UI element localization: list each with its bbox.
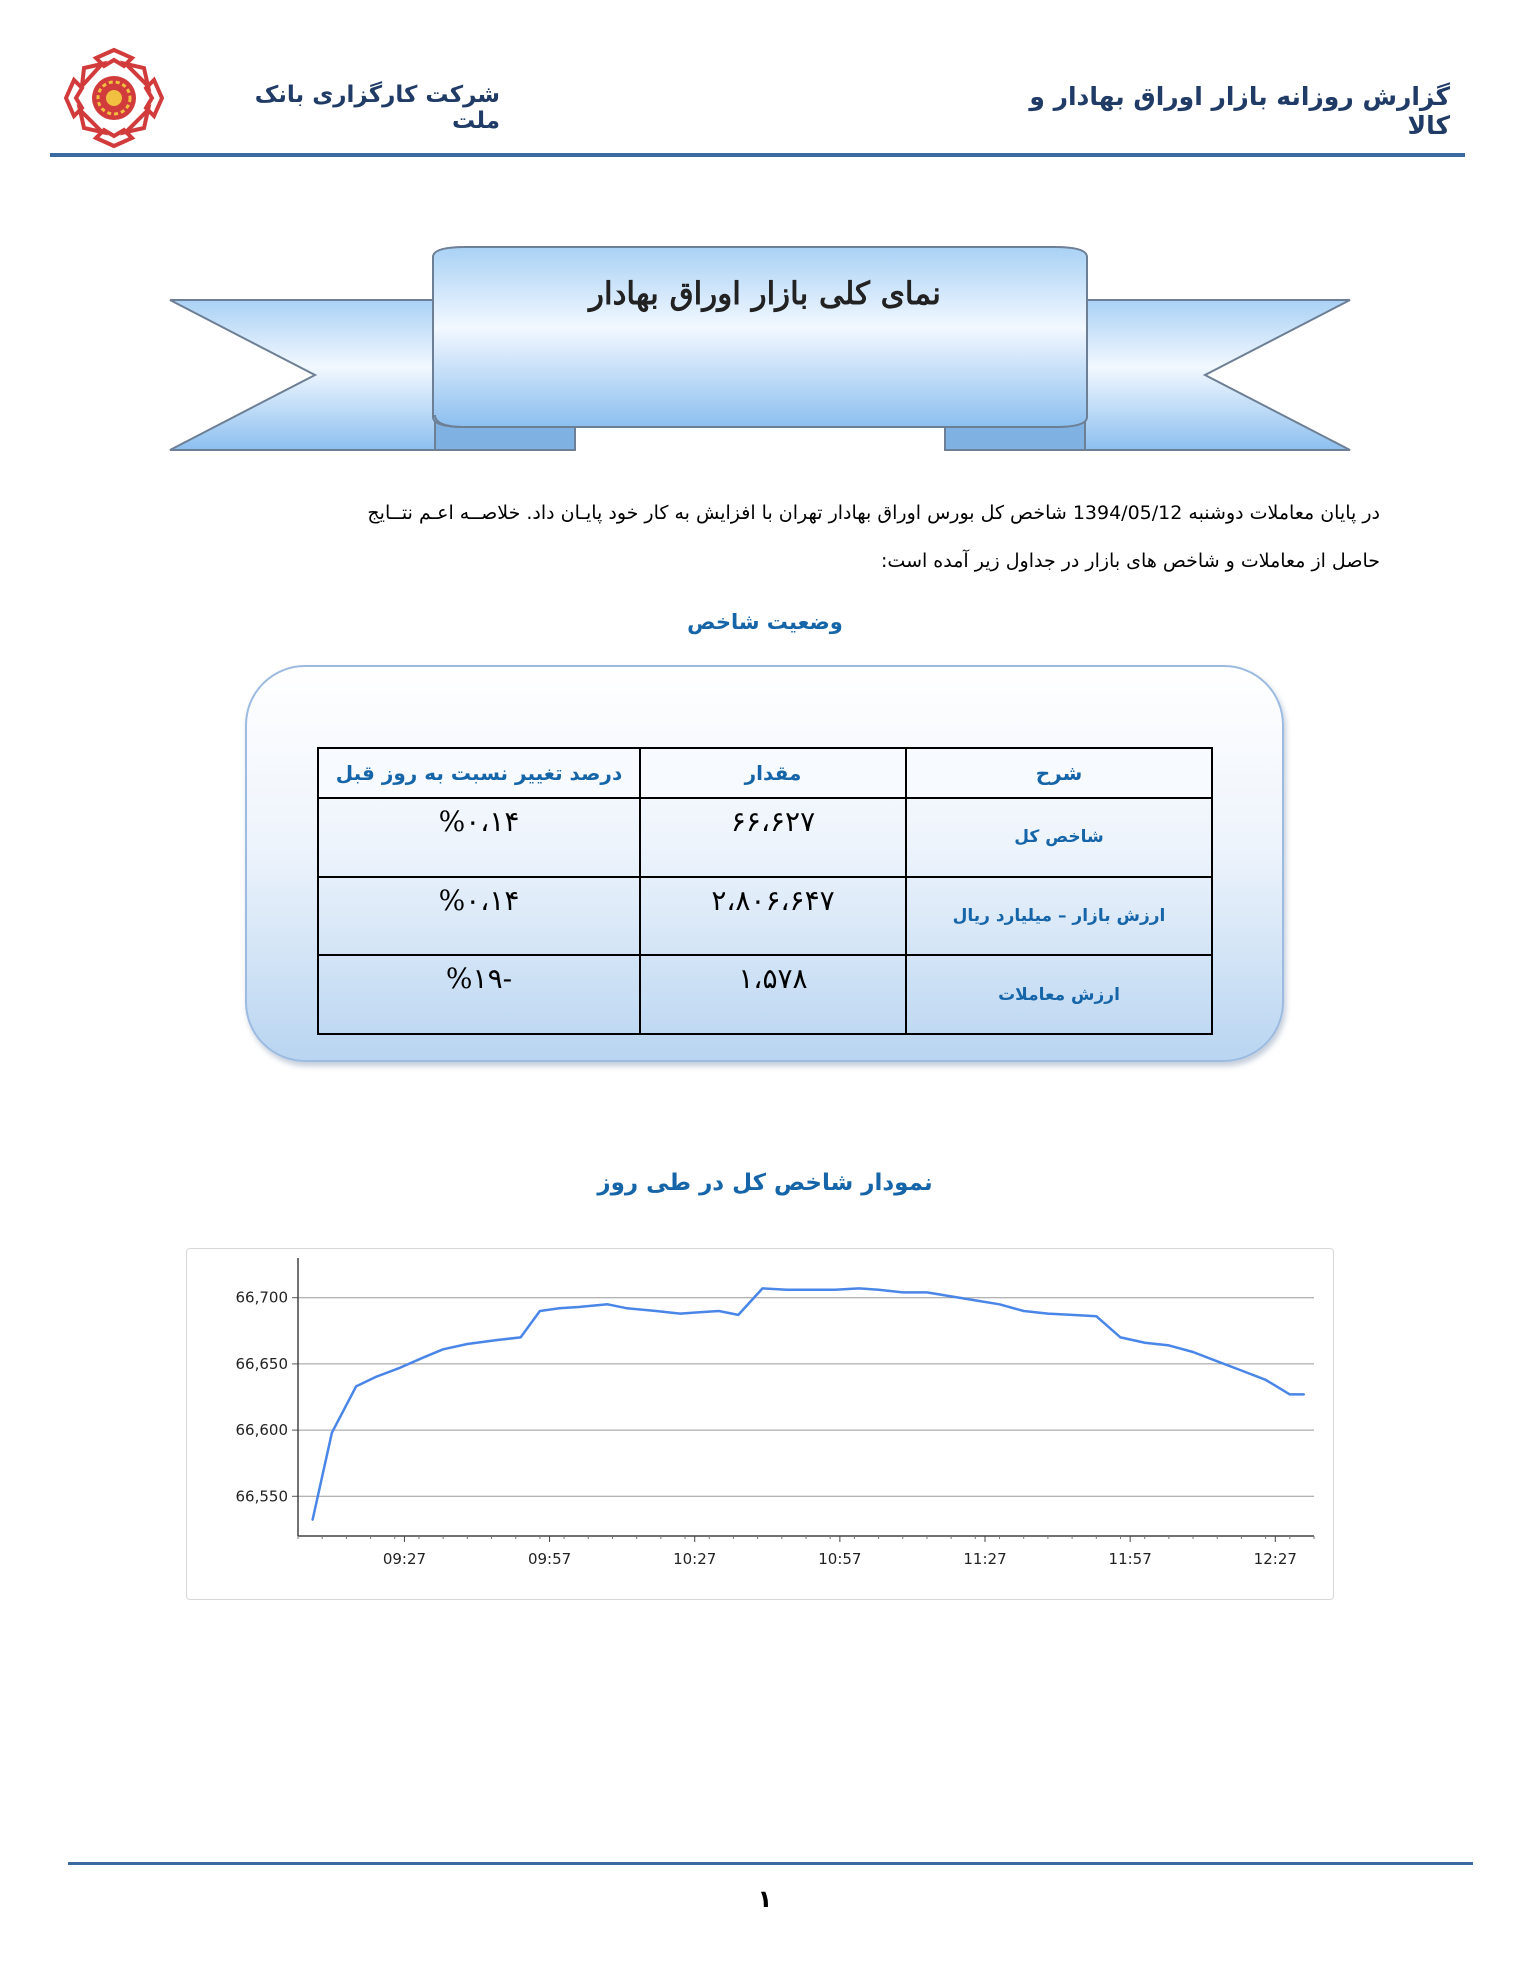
data-point (539, 1310, 541, 1312)
data-point (578, 1306, 580, 1308)
data-point (858, 1288, 860, 1290)
data-point (312, 1519, 314, 1521)
footer-divider (68, 1862, 1473, 1865)
data-point (1241, 1370, 1243, 1372)
row-change: -%۱۹ (318, 955, 640, 1034)
table-row (318, 955, 1212, 1034)
data-point (902, 1292, 904, 1294)
intro-line-1: در پایان معاملات دوشنبه 1394/05/12 شاخص کل بورس اوراق بهادار تهران با افزایش به کار خود پایـان داد. خلاصــه اعـم نتــایج (367, 502, 1380, 524)
chart-title: نمودار شاخص کل در طی روز (597, 1170, 933, 1196)
data-point (762, 1288, 764, 1290)
data-point (520, 1337, 522, 1339)
index-status-title: وضعیت شاخص (687, 610, 843, 634)
banner-title: نمای کلی بازار اوراق بهادار (589, 276, 941, 312)
table-row (318, 798, 1212, 877)
data-point (399, 1367, 401, 1369)
report-title: گزارش روزانه بازار اوراق بهادار و کالا (1029, 82, 1450, 140)
data-point (1216, 1360, 1218, 1362)
data-point (1265, 1379, 1267, 1381)
x-tick-label: 10:57 (818, 1550, 862, 1568)
y-tick-label: 66,550 (235, 1487, 288, 1506)
data-point (467, 1343, 469, 1345)
x-tick-label: 11:27 (963, 1550, 1007, 1568)
data-point (679, 1313, 681, 1315)
data-point (655, 1310, 657, 1312)
data-point (810, 1289, 812, 1291)
data-point (1047, 1313, 1049, 1315)
intraday-index-chart (186, 1248, 1332, 1598)
data-point (999, 1304, 1001, 1306)
data-point (1071, 1314, 1073, 1316)
data-point (1023, 1310, 1025, 1312)
table-header-row (318, 748, 1212, 798)
data-point (1192, 1351, 1194, 1353)
data-point (375, 1376, 377, 1378)
header-change-percent: درصد تغییر نسبت به روز قبل (318, 748, 640, 798)
data-point (331, 1432, 333, 1434)
data-point (1304, 1394, 1306, 1396)
row-value: ۲،۸۰۶،۶۴۷ (640, 877, 906, 956)
data-point (878, 1289, 880, 1291)
row-value: ۱،۵۷۸ (640, 955, 906, 1034)
data-point (626, 1308, 628, 1310)
table-row (318, 877, 1212, 956)
header-value: مقدار (640, 748, 906, 798)
data-point (1120, 1337, 1122, 1339)
data-point (423, 1356, 425, 1358)
data-point (355, 1386, 357, 1388)
x-tick-label: 12:27 (1253, 1550, 1297, 1568)
data-point (737, 1314, 739, 1316)
data-point (558, 1308, 560, 1310)
data-point (834, 1289, 836, 1291)
index-series-line (313, 1288, 1305, 1520)
data-point (1095, 1315, 1097, 1317)
x-tick-label: 09:57 (527, 1550, 572, 1568)
data-point (442, 1349, 444, 1351)
x-tick-label: 09:27 (382, 1550, 427, 1568)
intro-line-2: حاصل از معاملات و شاخص های بازار در جداول زیر آمده است: (881, 550, 1380, 572)
row-label: شاخص کل (906, 798, 1212, 877)
data-point (718, 1310, 720, 1312)
x-tick-label: 11:57 (1108, 1550, 1152, 1568)
data-point (1144, 1342, 1146, 1344)
page-number: ۱ (757, 1885, 773, 1913)
row-label: ارزش بازار – میلیارد ریال (906, 877, 1212, 956)
row-value: ۶۶،۶۲۷ (640, 798, 906, 877)
data-point (699, 1311, 701, 1313)
data-point (975, 1300, 977, 1302)
row-change: %۰،۱۴ (318, 798, 640, 877)
company-logo (62, 46, 166, 150)
y-tick-label: 66,650 (235, 1354, 288, 1373)
company-name: شرکت کارگزاری بانک ملت (254, 82, 500, 134)
data-point (950, 1296, 952, 1298)
data-point (607, 1304, 609, 1306)
x-tick-label: 10:27 (673, 1550, 717, 1568)
y-tick-label: 66,600 (235, 1421, 288, 1440)
row-change: %۰،۱۴ (318, 877, 640, 956)
data-point (786, 1289, 788, 1291)
header-description: شرح (906, 748, 1212, 798)
data-point (496, 1339, 498, 1341)
row-label: ارزش معاملات (906, 955, 1212, 1034)
data-point (1168, 1345, 1170, 1347)
data-point (926, 1292, 928, 1294)
y-tick-label: 66,700 (235, 1288, 288, 1307)
data-point (1289, 1394, 1291, 1396)
header-divider (50, 153, 1465, 157)
index-status-table (317, 747, 1213, 1035)
